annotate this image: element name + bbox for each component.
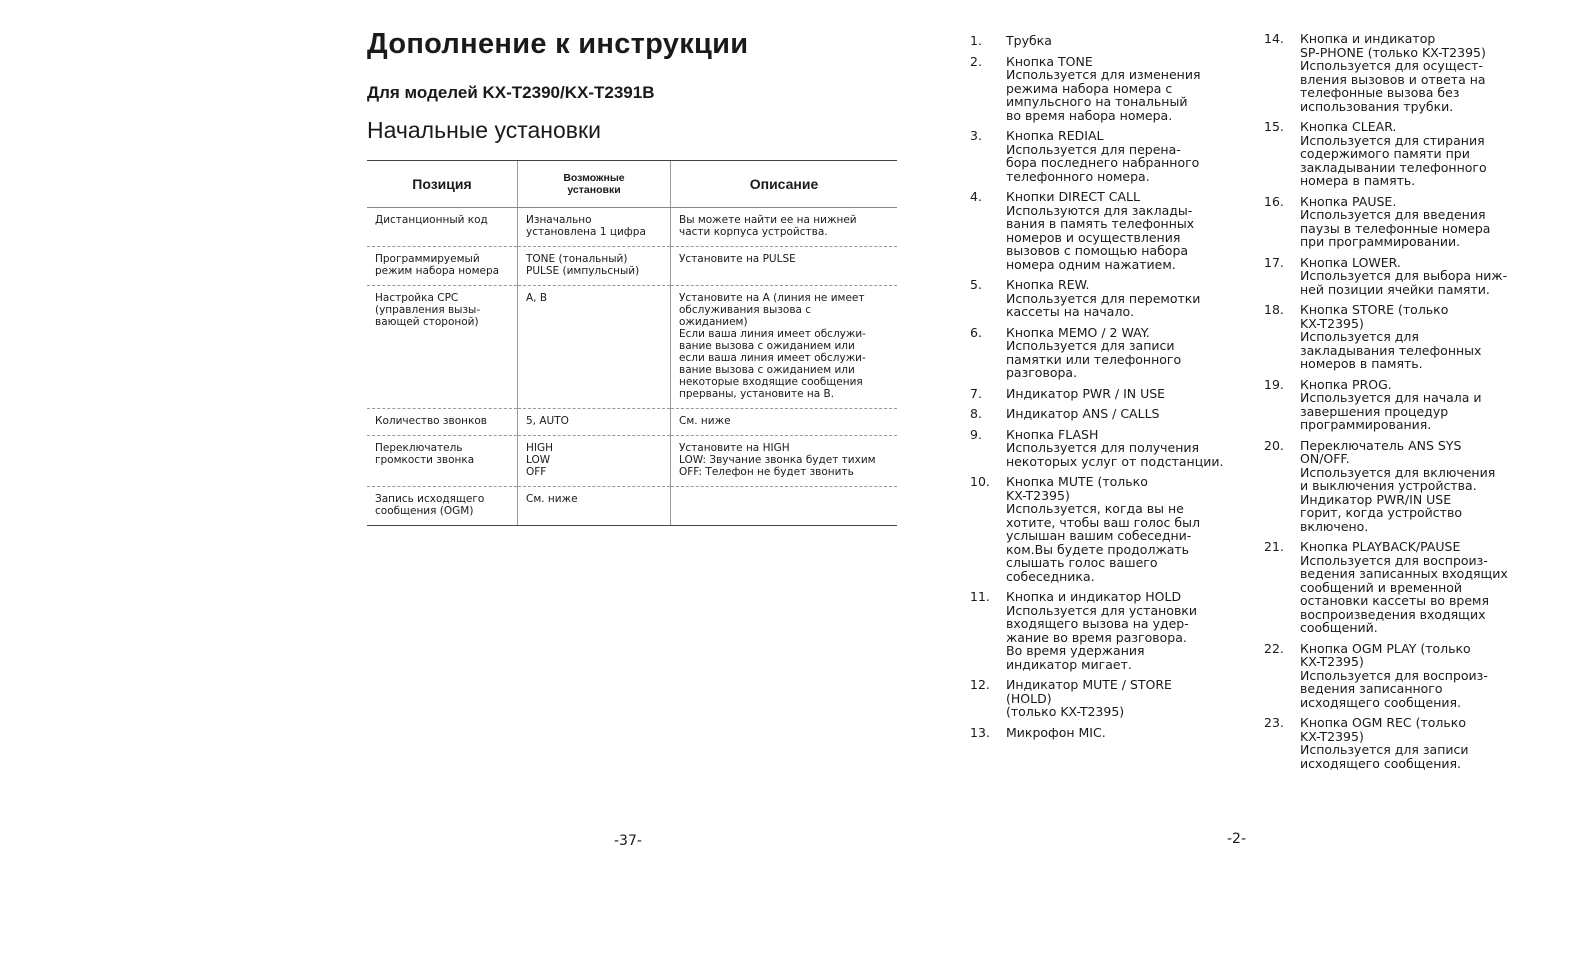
item-text: Кнопка REW. Используется для перемотки кассеты на начало. [1006, 277, 1201, 319]
table-cell: Изначально установлена 1 цифра [518, 208, 671, 247]
section-heading: Начальные установки [367, 117, 601, 143]
item-number: 21. [1264, 539, 1284, 554]
list-item [1264, 378, 1514, 432]
table-cell: См. ниже [671, 409, 898, 436]
table-row [367, 487, 897, 526]
list-item [970, 190, 1240, 271]
header-options: Возможные установки [518, 161, 671, 208]
item-text: Кнопка TONE Используется для изменения режима набора номера с импульсного на тональный во время набора номера. [1006, 53, 1201, 123]
list-item [970, 129, 1240, 183]
item-number: 15. [1264, 119, 1284, 134]
list-item [970, 326, 1240, 380]
table-cell: 5, AUTO [518, 409, 671, 436]
page-title: Дополнение к инструкции [367, 28, 749, 60]
item-number: 4. [970, 189, 982, 204]
list-item [970, 678, 1240, 719]
table-cell: Переключатель громкости звонка [367, 436, 518, 487]
list-item [1264, 195, 1514, 249]
list-item [1264, 642, 1514, 710]
list-item [970, 407, 1240, 421]
item-number: 19. [1264, 376, 1284, 392]
item-text: Кнопка OGM PLAY (только KX-T2395) Используется для воспроиз- ведения записанного исходящего сообщения. [1300, 640, 1488, 710]
list-item [970, 590, 1240, 671]
table-cell: Установите на PULSE [671, 247, 898, 286]
item-number: 13. [970, 724, 990, 740]
item-text: Кнопки DIRECT CALL Используются для заклады- вания в память телефонных номеров и осуществления вызовов с помощью набора номера одним нажатием. [1006, 189, 1195, 272]
table-cell: См. ниже [518, 487, 671, 526]
list-item [1264, 120, 1514, 188]
table-row [367, 286, 897, 409]
models-subtitle: Для моделей KX-T2390/KX-T2391B [367, 83, 655, 102]
right-page-number: -2- [1227, 831, 1247, 847]
table-cell: Запись исходящего сообщения (OGM) [367, 487, 518, 526]
controls-list-column-2 [1264, 32, 1514, 777]
list-item [1264, 716, 1514, 770]
table-cell: Вы можете найти ее на нижней части корпуса устройства. [671, 208, 898, 247]
header-position: Позиция [367, 161, 518, 208]
left-page-header [367, 28, 902, 144]
item-number: 8. [970, 406, 982, 421]
item-number: 20. [1264, 437, 1284, 453]
table-cell: Настройка CPC (управления вызы- вающей стороной) [367, 286, 518, 409]
table-row [367, 436, 897, 487]
item-text: Кнопка FLASH Используется для получения некоторых услуг от подстанции. [1006, 426, 1224, 469]
table-cell: Дистанционный код [367, 208, 518, 247]
item-number: 3. [970, 128, 982, 143]
item-text: Переключатель ANS SYS ON/OFF. Используется для включения и выключения устройства. Индикатор PWR/IN USE горит, когда устройство включено. [1300, 437, 1496, 534]
item-number: 11. [970, 589, 990, 604]
list-item [1264, 256, 1514, 297]
table-row [367, 208, 897, 247]
list-item [1264, 303, 1514, 371]
table-cell: TONE (тональный) PULSE (импульсный) [518, 247, 671, 286]
list-item [1264, 540, 1514, 635]
item-text: Кнопка REDIAL Используется для перена- бора последнего набранного телефонного номера. [1006, 128, 1200, 184]
item-text: Индикатор PWR / IN USE [1006, 385, 1166, 401]
table-cell: Количество звонков [367, 409, 518, 436]
item-number: 18. [1264, 302, 1284, 317]
item-text: Индикатор MUTE / STORE (HOLD) (только KX-T2395) [1006, 677, 1172, 719]
table-cell: A, B [518, 286, 671, 409]
item-text: Кнопка PAUSE. Используется для введения паузы в телефонные номера при программировании. [1300, 193, 1491, 249]
list-item [970, 34, 1240, 48]
table-row [367, 409, 897, 436]
item-number: 1. [970, 33, 982, 48]
item-number: 9. [970, 426, 982, 442]
table-header-row [367, 161, 897, 208]
list-item [970, 428, 1240, 469]
table-cell [671, 487, 898, 526]
list-item [970, 55, 1240, 123]
table-cell: Установите на HIGH LOW: Звучание звонка будет тихим OFF: Телефон не будет звонить [671, 436, 898, 487]
item-number: 10. [970, 474, 990, 489]
item-text: Кнопка PLAYBACK/PAUSE Используется для воспроиз- ведения записанных входящих сообщений и временной остановки кассеты во время воспроизведения входящих сообщений. [1300, 539, 1508, 635]
item-text: Кнопка и индикатор HOLD Используется для установки входящего вызова на удер- жание во время разговора. Во время удержания индикатор мигает. [1006, 589, 1197, 672]
item-text: Кнопка STORE (только KX-T2395) Используется для закладывания телефонных номеров в память. [1300, 302, 1482, 371]
settings-table [367, 160, 897, 526]
list-item [970, 278, 1240, 319]
item-number: 14. [1264, 31, 1284, 46]
item-number: 7. [970, 385, 982, 401]
item-number: 2. [970, 53, 982, 69]
left-page-number: -37- [614, 833, 642, 849]
table-row [367, 247, 897, 286]
item-text: Кнопка OGM REC (только KX-T2395) Используется для записи исходящего сообщения. [1300, 715, 1469, 771]
item-text: Кнопка LOWER. Используется для выбора ниж- ней позиции ячейки памяти. [1300, 254, 1508, 297]
controls-list-column-1 [970, 34, 1240, 746]
item-text: Кнопка PROG. Используется для начала и завершения процедур программирования. [1300, 376, 1482, 432]
list-item [1264, 439, 1514, 534]
item-number: 22. [1264, 640, 1284, 656]
table-cell: Установите на A (линия не имеет обслуживания вызова с ожиданием) Если ваша линия имеет обслужи- вание вызова с ожиданием или если ваша линия имеет обслужи- вание вызова с ожиданием или некоторые входящие сообщения прерваны, установите на B. [671, 286, 898, 409]
table-cell: Программируемый режим набора номера [367, 247, 518, 286]
item-text: Кнопка и индикатор SP-PHONE (только KX-T2395) Используется для осущест- вления вызовов и ответа на телефонные вызова без использования трубки. [1300, 31, 1486, 114]
item-number: 6. [970, 324, 982, 340]
item-text: Микрофон MIC. [1006, 724, 1106, 740]
list-item [970, 726, 1240, 740]
item-number: 5. [970, 277, 982, 292]
list-item [970, 387, 1240, 401]
list-item [970, 475, 1240, 583]
item-text: Кнопка MEMO / 2 WAY. Используется для записи памятки или телефонного разговора. [1006, 324, 1182, 380]
item-text: Трубка [1006, 33, 1052, 48]
item-number: 23. [1264, 715, 1284, 730]
item-text: Индикатор ANS / CALLS [1006, 406, 1160, 421]
item-number: 12. [970, 677, 990, 692]
item-text: Кнопка MUTE (только KX-T2395) Используется, когда вы не хотите, чтобы ваш голос был услышан вашим собеседни- ком.Вы будете продолжать слышать голос вашего собеседника. [1006, 474, 1200, 584]
table-cell: HIGH LOW OFF [518, 436, 671, 487]
list-item [1264, 32, 1514, 113]
item-number: 16. [1264, 193, 1284, 209]
item-number: 17. [1264, 254, 1284, 270]
header-description: Описание [671, 161, 898, 208]
item-text: Кнопка CLEAR. Используется для стирания содержимого памяти при закладывании телефонного номера в память. [1300, 119, 1487, 188]
